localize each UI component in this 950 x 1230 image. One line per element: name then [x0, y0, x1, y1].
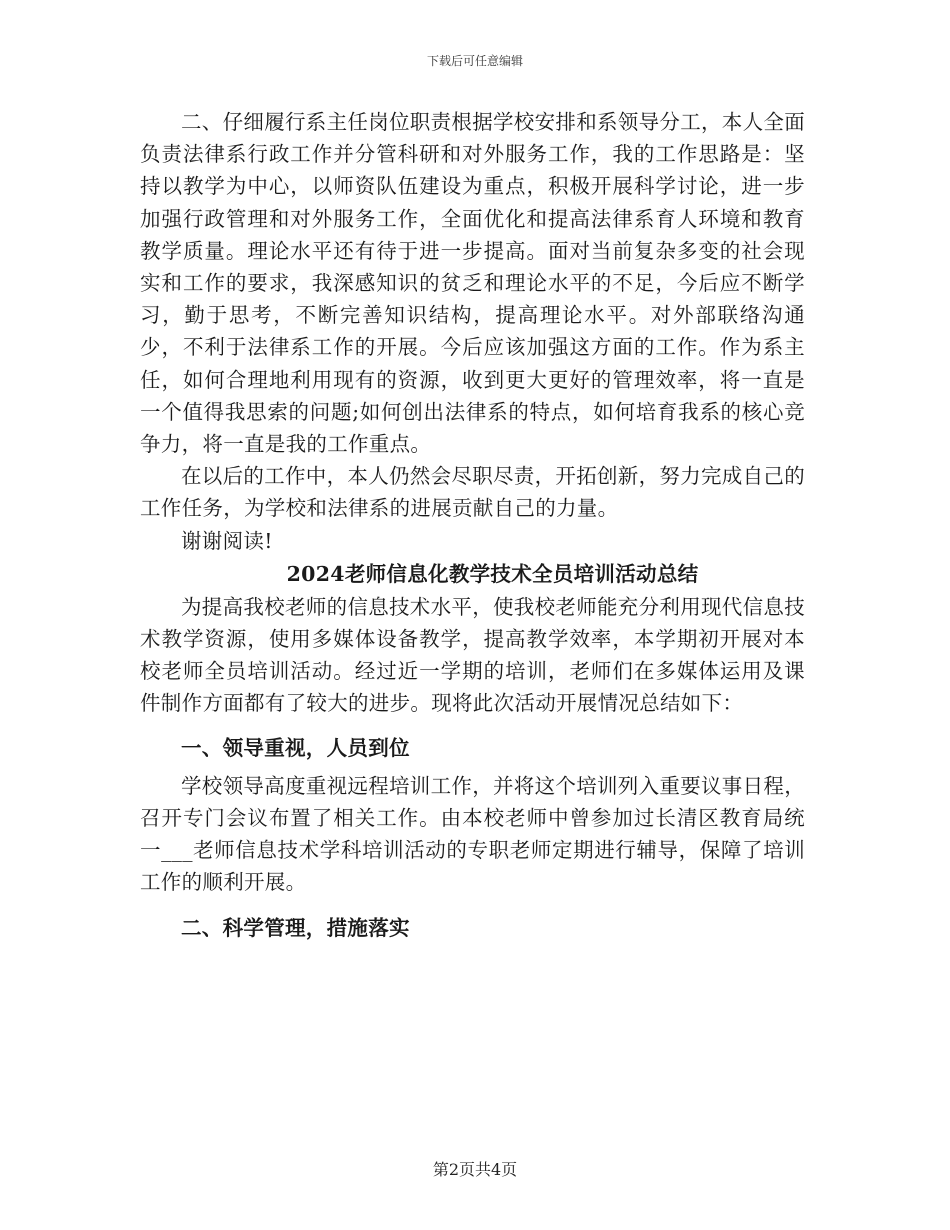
document-title: 2024老师信息化教学技术全员培训活动总结: [286, 561, 699, 586]
section-heading-leadership: 一、领导重视，人员到位: [181, 735, 410, 760]
section-heading-management: 二、科学管理，措施落实: [181, 916, 410, 941]
document-body: [140, 106, 805, 950]
paragraph-future-work: 在以后的工作中，本人仍然会尽职尽责，开拓创新，努力完成自己的工作任务，为学校和法律系的进展贡献自己的力量。: [140, 464, 805, 521]
page-number: 第2页共4页: [432, 1160, 518, 1179]
paragraph-duties: 二、仔细履行系主任岗位职责根据学校安排和系领导分工，本人全面负责法律系行政工作并分管科研和对外服务工作，我的工作思路是：坚持以教学为中心，以师资队伍建设为重点，积极开展科学讨论，进一步加强行政管理和对外服务工作，全面优化和提高法律系育人环境和教育教学质量。理论水平还有待于进一步提高。面对当前复杂多变的社会现实和工作的要求，我深感知识的贫乏和理论水平的不足，今后应不断学习，勤于思考，不断完善知识结构，提高理论水平。对外部联络沟通少，不利于法律系工作的开展。今后应该加强这方面的工作。作为系主任，如何合理地利用现有的资源，收到更大更好的管理效率，将一直是一个值得我思索的问题;如何创出法律系的特点，如何培育我系的核心竞争力，将一直是我的工作重点。: [140, 110, 805, 457]
paragraph-leadership: 学校领导高度重视远程培训工作，并将这个培训列入重要议事日程，召开专门会议布置了相关工作。由本校老师中曾参加过长清区教育局统一___老师信息技术学科培训活动的专职老师定期进行辅导，保障了培训工作的顺利开展。: [140, 773, 805, 895]
paragraph-intro: 为提高我校老师的信息技术水平，使我校老师能充分利用现代信息技术教学资源，使用多媒体设备教学，提高教学效率，本学期初开展对本校老师全员培训活动。经过近一学期的培训，老师们在多媒体运用及课件制作方面都有了较大的进步。现将此次活动开展情况总结如下：: [140, 594, 805, 716]
thanks-line: 谢谢阅读!: [181, 528, 273, 553]
page-header-note: 下载后可任意编辑: [426, 54, 523, 68]
